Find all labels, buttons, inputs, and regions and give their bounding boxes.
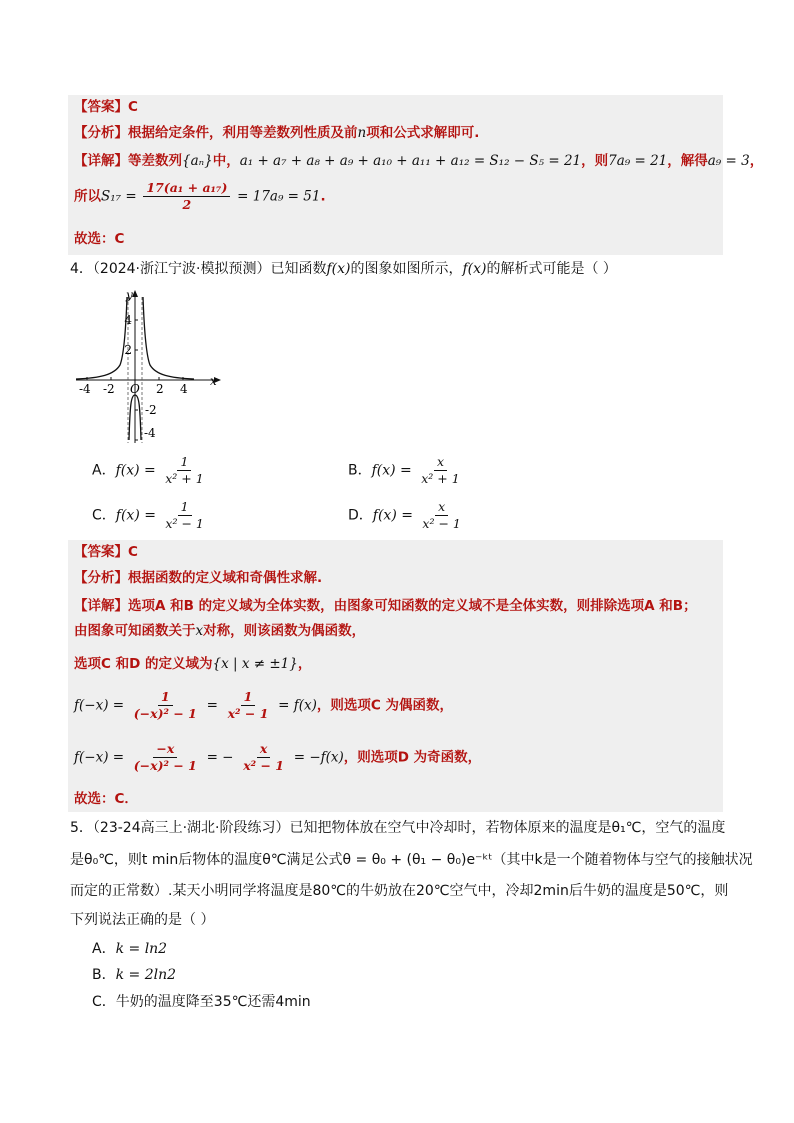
x-axis-label: x [210,374,217,388]
detail-line: 【详解】选项A 和B 的定义域为全体实数，由图象可知函数的定义域不是全体实数，则排除选项A 和B； [74,598,697,614]
question-4-stem: 4．（2024·浙江宁波·模拟预测）已知函数f(x)的图象如图所示，f(x)的解析式可能是（ ） [70,261,617,277]
y-tick-label: -4 [144,426,156,440]
option-a[interactable]: A．f(x) = $\frac{1}{\text{x² + 1}}$ [92,455,209,486]
odd-fraction: $\frac{-x}{\text{(−x)² − 1}}$ [133,741,197,773]
origin-label: O [130,382,140,396]
answer-block-q4 [68,540,723,812]
y-axis-label: y [126,288,133,302]
x-tick-label: -2 [103,382,115,396]
analysis-line: 【分析】根据给定条件，利用等差数列性质及前n项和公式求解即可. [74,125,480,141]
q5-option-a[interactable]: A．k = ln2 [92,941,168,957]
curve-left-branch [76,297,127,379]
function-graph [70,285,230,445]
x-tick-label: 4 [180,382,188,396]
option-fraction: $\frac{x}{\text{x² − 1}}$ [422,499,461,531]
y-tick-label: 2 [124,343,132,357]
even-fraction: $\frac{1}{\text{x² − 1}}$ [227,689,269,721]
even-fraction: $\frac{1}{\text{(−x)² − 1}}$ [133,689,197,721]
question-5-line-2: 是θ₀℃，则t min后物体的温度θ℃满足公式θ = θ₀ + (θ₁ − θ₀)e⁻ᵏᵗ（其中k是一个随着物体与空气的接触状况 [70,852,753,868]
q5-option-b[interactable]: B．k = 2ln2 [92,967,177,983]
option-fraction: $\frac{x}{\text{x² + 1}}$ [421,454,460,486]
answer-block-q3 [68,95,764,255]
option-c[interactable]: C．f(x) = $\frac{1}{\text{x² − 1}}$ [92,500,209,531]
y-tick-label: 4 [124,313,132,327]
y-tick-label: -2 [145,403,157,417]
q5-option-c[interactable]: C．牛奶的温度降至35℃还需4min [92,994,311,1010]
curve-right-branch [143,297,194,379]
even-check-line: f(−x) = $\frac{1}{\text{(−x)² − 1}}$ = $\frac{1}{\text{x² − 1}}$ = f(x)，则选项C 为偶函数， [74,689,453,721]
odd-fraction: $\frac{x}{\text{x² − 1}}$ [243,741,285,773]
answer-value: C [128,99,138,115]
choice-line: 故选：C． [74,791,138,807]
sum-fraction: $\frac{\text{17(a₁ + a₁₇)}}{2}$ [143,181,230,212]
symmetry-line: 由图象可知函数关于x对称，则该函数为偶函数， [74,623,366,639]
option-fraction: $\frac{1}{\text{x² + 1}}$ [165,454,204,486]
odd-check-line: f(−x) = $\frac{-x}{\text{(−x)² − 1}}$ = − $\frac{x}{\text{x² − 1}}$ = −f(x)，则选项D 为奇函数， [74,741,482,773]
option-d[interactable]: D．f(x) = $\frac{x}{\text{x² − 1}}$ [348,500,466,531]
sum-line: 所以S₁₇ = $\frac{\text{17(a₁ + a₁₇)}}{2}$ = 17a₉ = 51. [74,180,326,212]
detail-line: 【详解】等差数列{aₙ}中，a₁ + a₇ + a₈ + a₉ + a₁₀ + a₁₁ + a₁₂ = S₁₂ − S₅ = 21，则7a₉ = 21，解得a₉ = 3， [74,153,764,169]
answer-value: C [128,544,138,560]
x-tick-label: 2 [156,382,164,396]
x-tick-label: -4 [79,382,91,396]
answer-line: 【答案】C [74,99,138,115]
question-5-line-3: 而定的正常数）.某天小明同学将温度是80℃的牛奶放在20℃空气中，冷却2min后牛奶的温度是50℃，则 [70,883,729,899]
option-fraction: $\frac{1}{\text{x² − 1}}$ [165,499,204,531]
option-b[interactable]: B．f(x) = $\frac{x}{\text{x² + 1}}$ [348,455,465,486]
answer-line: 【答案】C [74,544,138,560]
question-5-line-1: 5．（23-24高三上·湖北·阶段练习）已知把物体放在空气中冷却时，若物体原来的温度是θ₁℃，空气的温度 [70,820,726,836]
choice-line: 故选：C [74,231,125,247]
question-5-line-4: 下列说法正确的是（ ） [70,912,215,928]
domain-line: 选项C 和D 的定义域为{x | x ≠ ±1}， [74,656,312,672]
analysis-line: 【分析】根据函数的定义域和奇偶性求解. [74,570,323,586]
